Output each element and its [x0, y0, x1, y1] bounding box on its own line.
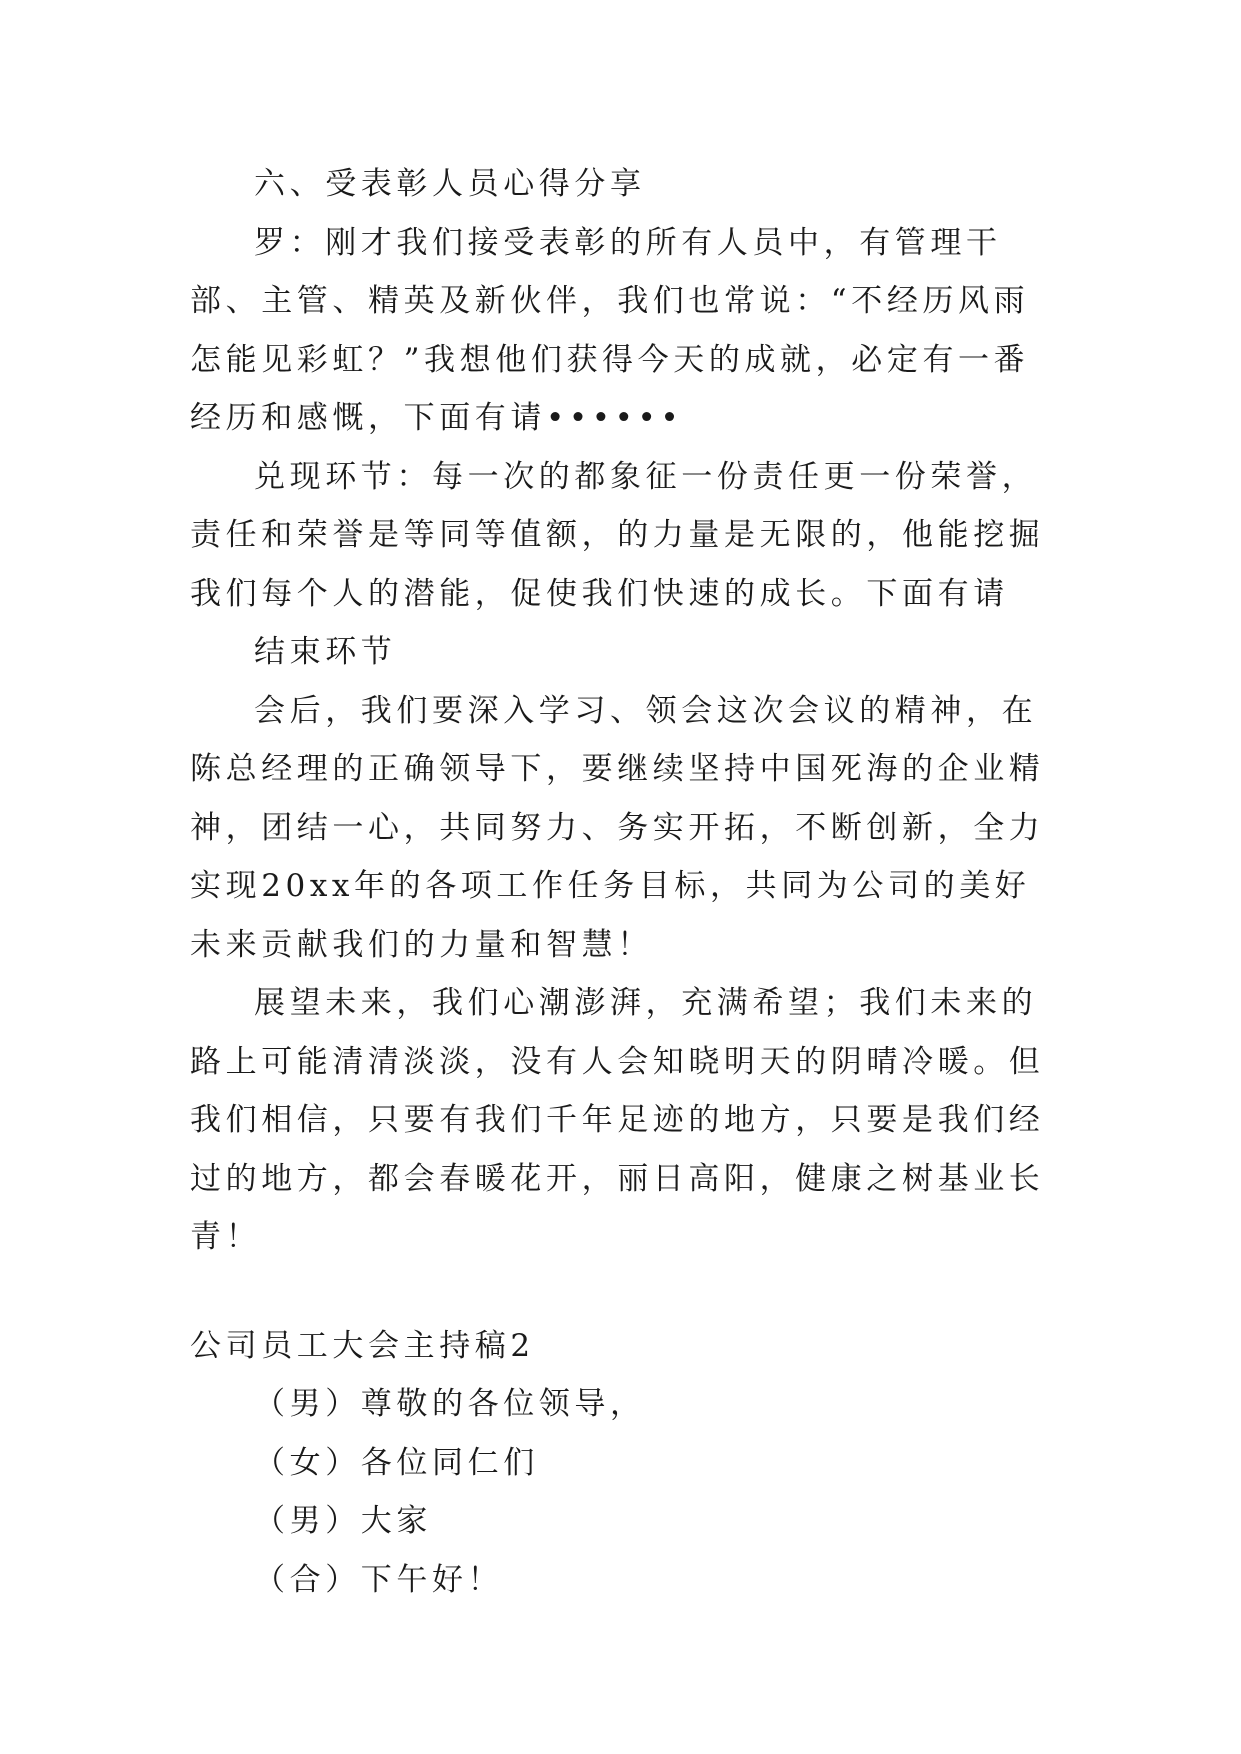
section-heading: 六、受表彰人员心得分享 [254, 166, 646, 202]
subsection-heading-jieshu: 结束环节 [254, 634, 397, 670]
dialogue-line: （男）大家 [254, 1503, 432, 1539]
dialogue-line: （女）各位同仁们 [254, 1444, 539, 1481]
paragraph-duixian: 兑现环节：每一次的都象征一份责任更一份荣誉，责任和荣誉是等同等值额，的力量是无限的，他能挖掘我们每个人的潜能，促使我们快速的成长。下面有请 [190, 458, 1045, 612]
spacer [190, 1267, 1060, 1317]
paragraph-zhanwang: 展望未来，我们心潮澎湃，充满希望；我们未来的路上可能清清淡淡，没有人会知晓明天的阴晴冷暖。但我们相信，只要有我们千年足迹的地方，只要是我们经过的地方，都会春暖花开，丽日高阳，健康之树基业长青！ [190, 985, 1045, 1255]
document-title-2: 公司员工大会主持稿2 [190, 1327, 535, 1364]
paragraph-luo: 罗：刚才我们接受表彰的所有人员中，有管理干部、主管、精英及新伙伴，我们也常说：“不经历风雨怎能见彩虹？”我想他们获得今天的成就，必定有一番经历和感慨，下面有请•••••• [190, 224, 1030, 436]
document-body [190, 155, 1060, 1609]
paragraph-huihou: 会后，我们要深入学习、领会这次会议的精神，在陈总经理的正确领导下，要继续坚持中国死海的企业精神，团结一心，共同努力、务实开拓，不断创新，全力实现20xx年的各项工作任务目标，共同为公司的美好未来贡献我们的力量和智慧！ [190, 692, 1045, 963]
dialogue-line: （男）尊敬的各位领导， [254, 1386, 646, 1422]
dialogue-line: （合）下午好！ [254, 1561, 504, 1598]
